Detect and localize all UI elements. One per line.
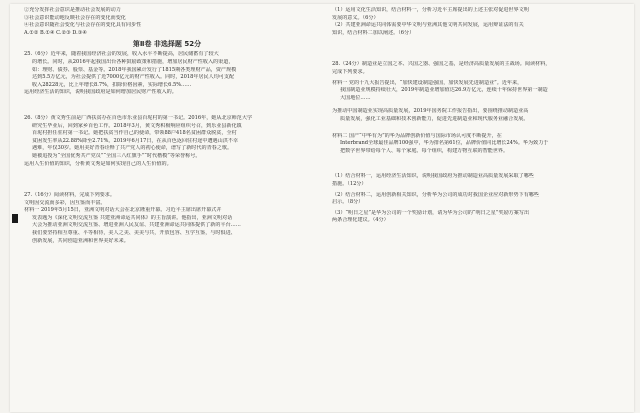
- text-line: 材料一 2019年5月15日，亚洲文明对话大会在北京隆重开幕。习近平主席出席开幕式并: [24, 207, 222, 214]
- text-line: （2）共建亚洲命运共同体需要中华文明与亚洲其他文明共同发展，运用辩证法的有关: [332, 22, 524, 29]
- text-line: 26.（8分）黄文秀生前是广西扶贫办在百色市乐业县百坭村的第一书记。2016年，她从北京师范大学: [24, 114, 253, 121]
- option-line: ②充分发挥社会意识是推动社会发展的动力: [24, 7, 121, 13]
- text-line: 达到5.5万亿元，为社会提供了近7000亿元的财产性收入。同时，2018年居民人均可支配: [32, 74, 235, 81]
- text-line: 文明因交流而多彩，因互鉴而丰富。: [24, 199, 106, 206]
- question-27: [24, 192, 310, 245]
- question-25: [24, 51, 310, 97]
- text-line: 收入28228元，比上年增长8.7%，扣除价格因素，实际增长6.5%……: [32, 81, 192, 88]
- text-line: 研究生毕业后，回到家乡百色工作。2018年3月，黄文秀积极响应组织号召，到乐业县新化镇: [32, 122, 242, 129]
- text-line: 创新发展，共同创造亚洲和世界美好未来。: [32, 237, 129, 244]
- text-line: 的增长。同时，从2016年起我国出台各种鼓励政策和措施，增加居民财产性收入的渠道，: [32, 58, 234, 65]
- text-line: Interbrand全球最佳品牌100强中，华为排名第61位，品牌价值同比增长24%。华为致力于: [340, 140, 549, 147]
- text-line: 大会为推动亚洲文明交流互鉴、增进亚洲人民友谊、共建亚洲命运共同体提供了新的平台……: [32, 222, 241, 229]
- text-line: 28.（24分）制造业是立国之本、兴国之器、强国之基，是经济高质量发展的主战场。阅读材料，: [332, 61, 551, 68]
- left-column: [24, 4, 310, 412]
- binding-mark: [12, 214, 18, 223]
- text-line: 知识，结合材料二加以阐述。（6分）: [332, 29, 415, 36]
- question-24-options: [24, 7, 310, 37]
- question-27-subparts: [332, 7, 628, 37]
- section-title: 第Ⅱ卷 非选择题 52分: [132, 40, 202, 49]
- text-line: 我国制造业规模持续壮大，2019年制造业增加值达26.9万亿元，连续十年保持世界第一制造: [340, 87, 548, 94]
- text-line: 材料一 党的十九大报告提出，“加快建设制造强国，加快发展先进制造业”。近年来，: [332, 79, 523, 86]
- text-line: 百坭村担任驻村第一书记。她把扶贫当作自己的使命，带领88户418名贫困群众脱贫，全村: [32, 130, 237, 137]
- text-line: 材料二 国产“中华有为”的华为品牌创新价值与国际市场认可度不断提升，在: [332, 132, 502, 139]
- option-line: ④社会意识随社会变化与社会存在的变化具有同步性: [24, 22, 142, 29]
- text-line: 我们要坚持相互尊重、平等相待，美人之美、美美与共，开放包容、互学互鉴，与时俱进、: [32, 230, 236, 237]
- text-line: 如：理财、债券、股票、基金等。2018年我国累计发行了1815期各类理财产品，资产规模: [32, 66, 237, 73]
- exam-sheet: [10, 4, 634, 412]
- text-line: 25.（6分）近年来，随着我国经济社会的发展，收入水平不断提高，居民储蓄有了较大: [24, 51, 219, 58]
- text-line: 27.（16分）阅读材料，完成下列要求。: [24, 192, 115, 199]
- text-line: 遇难，年仅30岁。她用美好青春诠释了共产党人的初心使命，谱写了新时代的青春之歌。: [32, 145, 233, 152]
- text-line: 运用人生价值的知识，分析黄文秀是如何实现自己的人生价值的。: [24, 160, 172, 167]
- text-line: 运用经济生活的知识，说明我国政府是如何增加居民财产性收入的。: [24, 89, 177, 96]
- question-28: [332, 61, 628, 225]
- option-line: ③社会意识能动地反映社会存在的变化而变化: [24, 14, 126, 21]
- question-26: [24, 115, 310, 168]
- text-line: （2）结合材料二，运用创新相关知识，分析华为公司的成功对我国企业应对新形势下有哪些: [332, 191, 539, 198]
- text-line: 质量发展，强化工业基础和技术创新能力，促进先进制造业和现代服务业融合发展。: [340, 115, 529, 122]
- text-line: 发表题为《深化文明交流互鉴 共建亚洲命运共同体》的主旨演讲。他指出，亚洲文明对话: [32, 214, 233, 221]
- text-line: 两条合理化建议。（4分）: [332, 217, 389, 224]
- text-line: 她被追授为“全国优秀共产党员”“全国三八红旗手”“时代楷模”等荣誉称号。: [32, 152, 201, 159]
- text-line: （1）运用文化生活知识，结合材料一，分析习近平主席提出的上述主张对促进世界文明: [332, 7, 529, 13]
- option-line: A.①② B.①④ C.②③ D.③④: [24, 29, 87, 36]
- right-column: [332, 4, 628, 412]
- text-line: 为推动中国制造业实现高质量发展，2019年国务院工作报告指出，要围绕推动制造业高: [332, 108, 529, 115]
- text-line: 大国地位……: [340, 94, 371, 101]
- text-line: 启示。（8分）: [332, 199, 364, 206]
- text-line: （1）结合材料一，运用经济生活知识，说明我国政府为推动制造业高质量发展采取了哪些: [332, 173, 534, 180]
- text-line: 措施。（12分）: [332, 180, 367, 187]
- text-line: 完成下列要求。: [332, 68, 368, 75]
- text-line: 把数字世界带给每个人、每个家庭、每个组织，构建万物互联的智能世界。: [340, 147, 509, 154]
- text-line: 贫困发生率从22.88%降至2.71%。2019年6月17日，在从百色返回驻村途中遭遇山洪不幸: [32, 137, 239, 144]
- text-line: （3）“明日之星”是华为公司的一个奖励计划，请为华为公司的“明日之星”奖励方案写出: [332, 209, 530, 216]
- text-line: 发展的意义。（6分）: [332, 14, 379, 21]
